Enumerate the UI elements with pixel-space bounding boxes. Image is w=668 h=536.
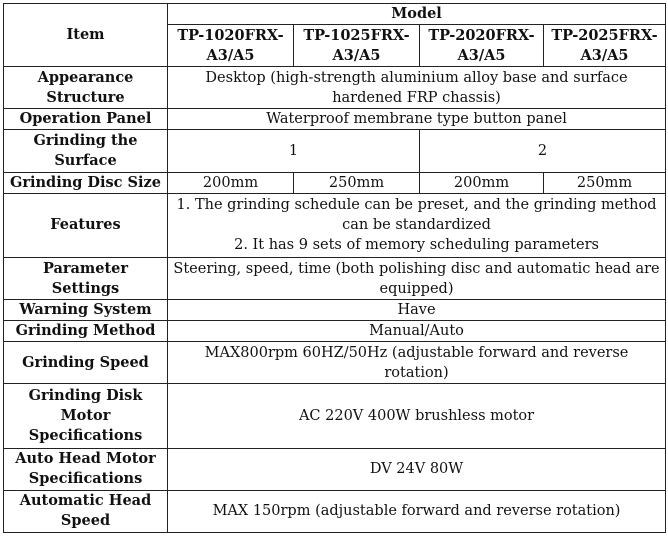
row-label: Warning System: [4, 300, 168, 321]
row-value: 1: [168, 130, 420, 172]
row-label: Grinding the Surface: [4, 130, 168, 172]
row-label: Automatic Head Speed: [4, 490, 168, 532]
table-row: [4, 130, 666, 172]
row-label: Grinding Disk Motor Specifications: [4, 384, 168, 448]
spec-table: [3, 3, 666, 533]
feature-line: 1. The grinding schedule can be preset, and the grinding method can be standardized: [176, 197, 657, 234]
table-row: [4, 448, 666, 490]
table-row: [4, 300, 666, 321]
row-value: 200mm: [420, 172, 544, 193]
row-label: Grinding Speed: [4, 342, 168, 384]
table-row: [4, 321, 666, 342]
row-label: Grinding Method: [4, 321, 168, 342]
table-row: [4, 257, 666, 299]
row-value: 250mm: [294, 172, 420, 193]
model-name: TP-1020FRX-A3/A5: [168, 25, 294, 67]
row-value: Waterproof membrane type button panel: [168, 109, 666, 130]
row-value: [168, 193, 666, 257]
table-row: [4, 384, 666, 448]
model-header: Model: [168, 4, 666, 25]
row-value: AC 220V 400W brushless motor: [168, 384, 666, 448]
row-label: Grinding Disc Size: [4, 172, 168, 193]
row-value: 250mm: [544, 172, 666, 193]
table-row: [4, 342, 666, 384]
model-name: TP-2020FRX-A3/A5: [420, 25, 544, 67]
table-row: [4, 490, 666, 532]
row-value: 200mm: [168, 172, 294, 193]
item-header: Item: [4, 4, 168, 67]
model-name: TP-2025FRX-A3/A5: [544, 25, 666, 67]
table-row: [4, 193, 666, 257]
row-value: Manual/Auto: [168, 321, 666, 342]
table-row: [4, 67, 666, 109]
row-value: Desktop (high-strength aluminium alloy base and surface hardened FRP chassis): [168, 67, 666, 109]
row-label: Features: [4, 193, 168, 257]
row-label: Appearance Structure: [4, 67, 168, 109]
row-value: DV 24V 80W: [168, 448, 666, 490]
row-value: Have: [168, 300, 666, 321]
row-label: Parameter Settings: [4, 257, 168, 299]
row-value: 2: [420, 130, 666, 172]
table-row: [4, 109, 666, 130]
row-value: MAX 150rpm (adjustable forward and reverse rotation): [168, 490, 666, 532]
table-row: [4, 172, 666, 193]
header-row: [4, 4, 666, 25]
row-label: Operation Panel: [4, 109, 168, 130]
model-name: TP-1025FRX-A3/A5: [294, 25, 420, 67]
row-value: MAX800rpm 60HZ/50Hz (adjustable forward and reverse rotation): [168, 342, 666, 384]
row-value: Steering, speed, time (both polishing disc and automatic head are equipped): [168, 257, 666, 299]
feature-line: 2. It has 9 sets of memory scheduling parameters: [234, 237, 599, 254]
row-label: Auto Head Motor Specifications: [4, 448, 168, 490]
